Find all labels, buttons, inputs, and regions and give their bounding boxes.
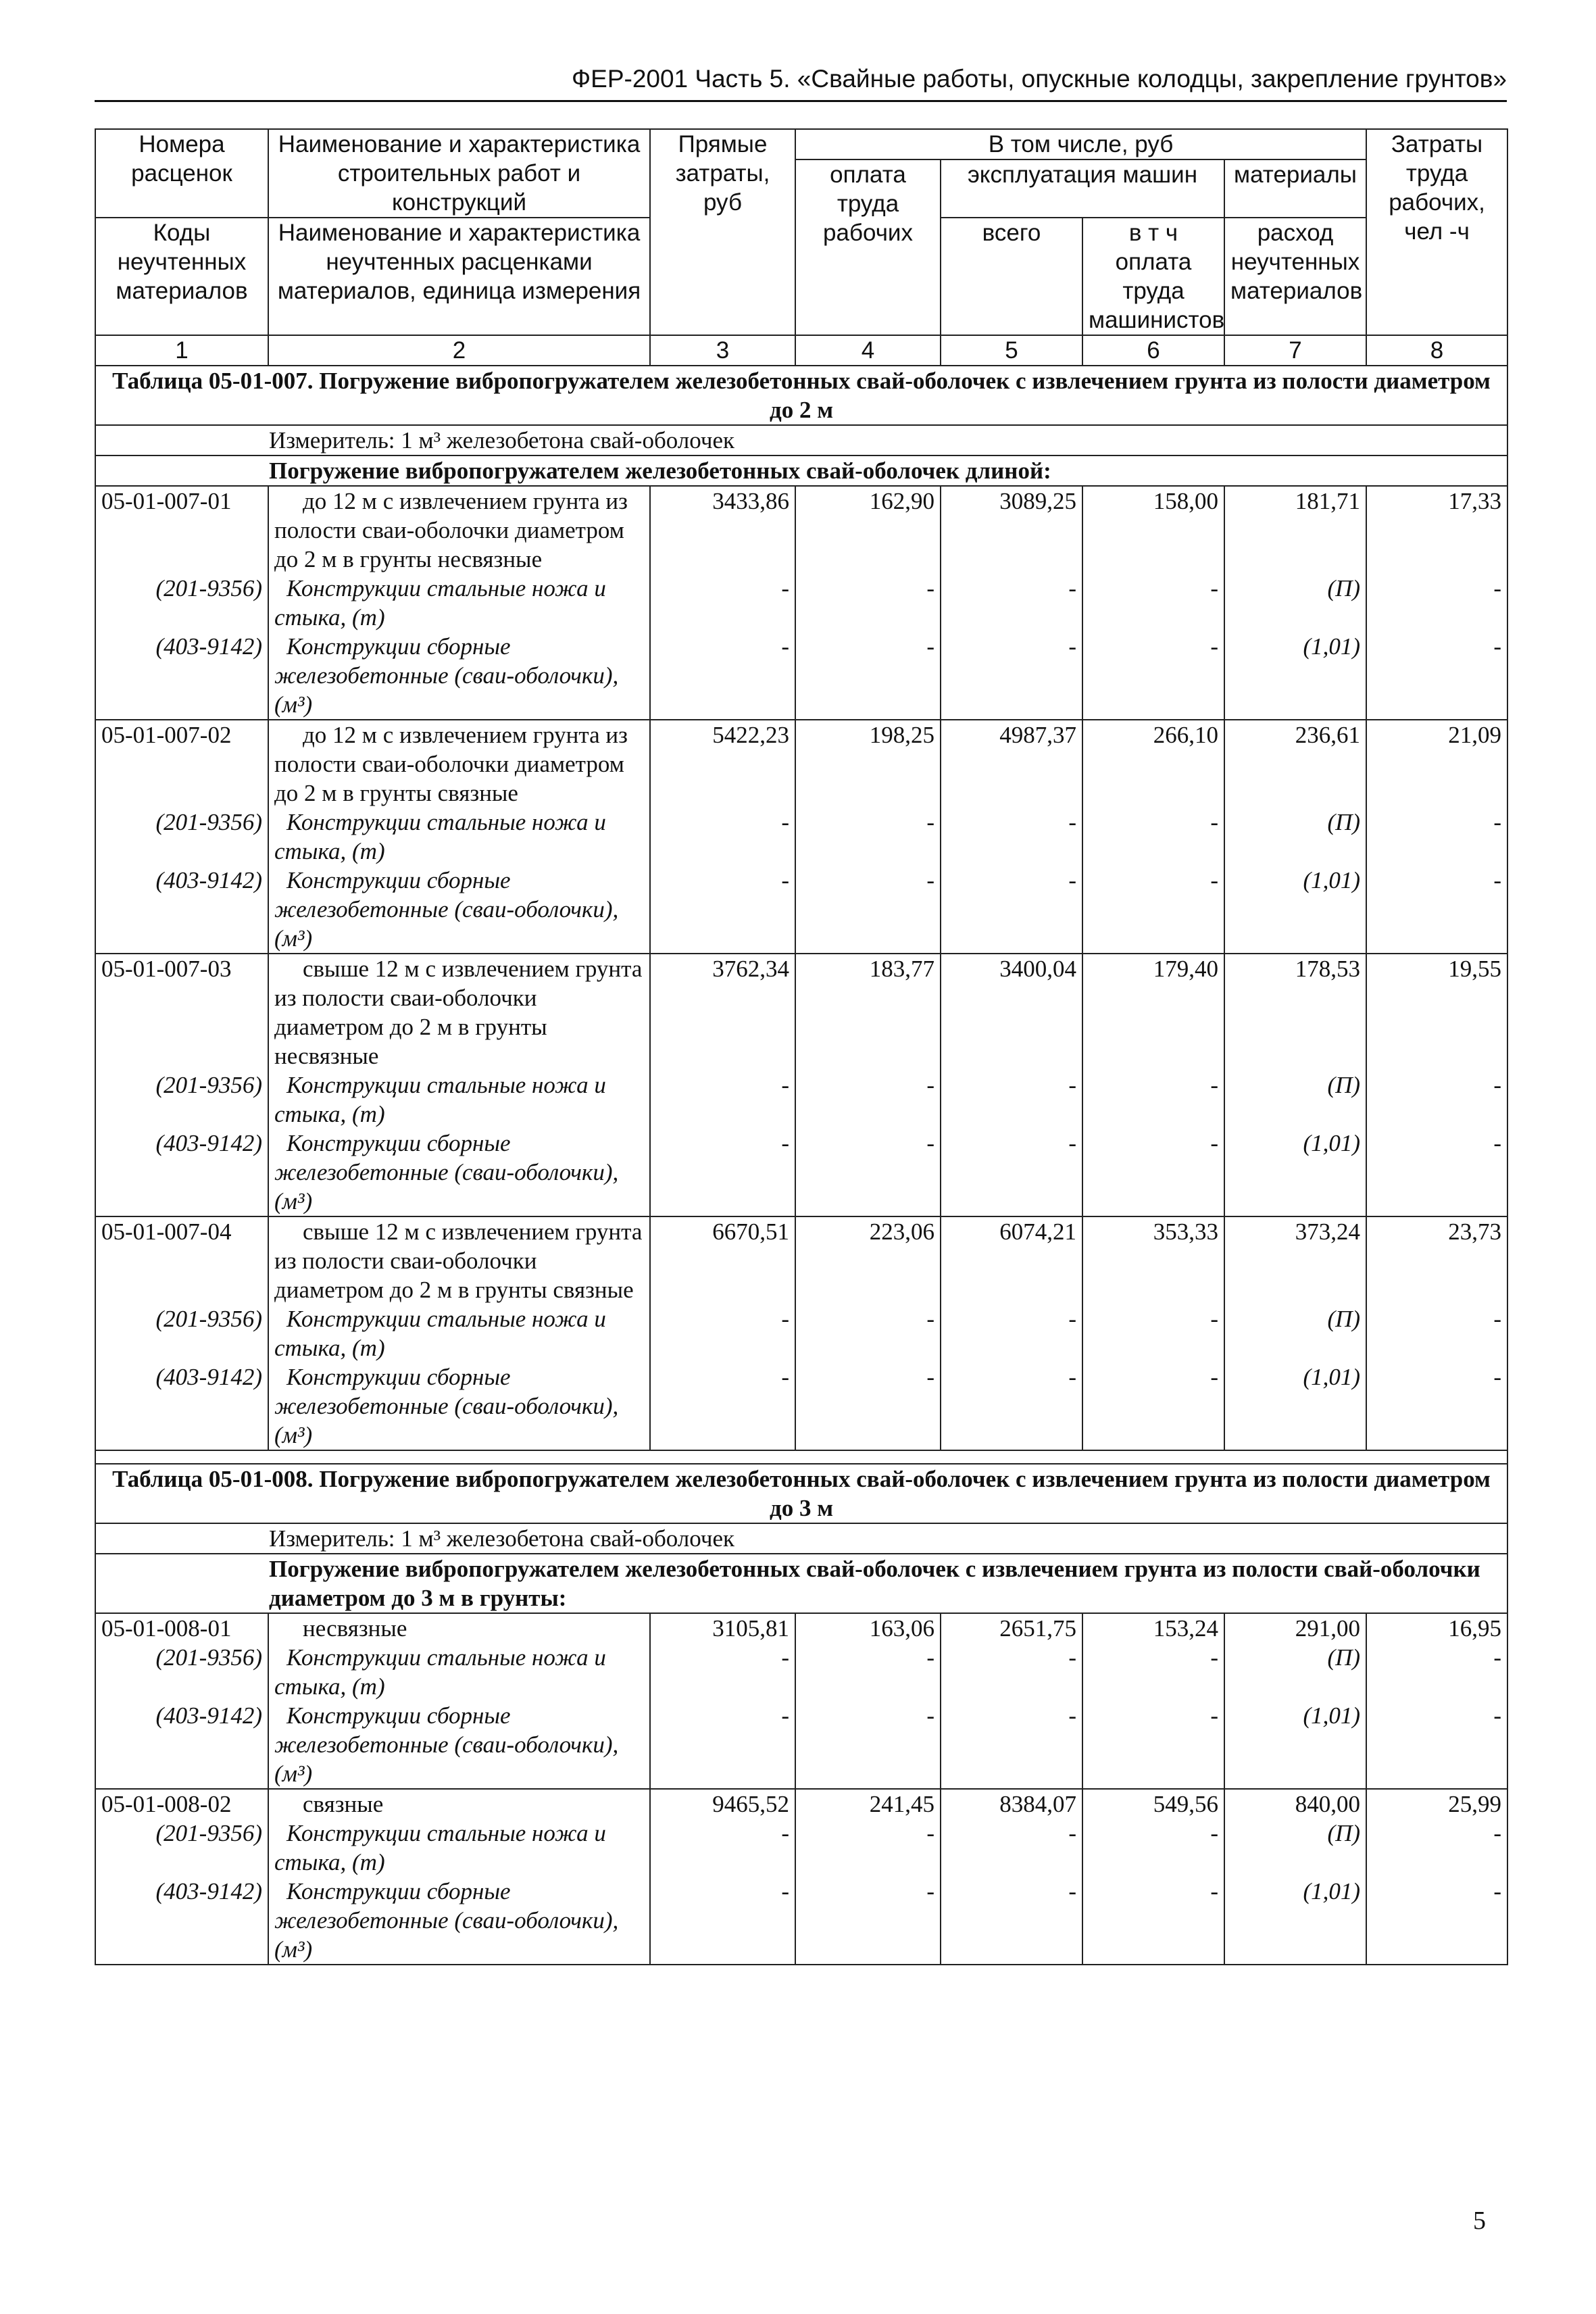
header-v-tom-chisle: В том числе, руб [795,129,1366,159]
rate-value: 223,06 [795,1216,941,1304]
material-code: (403-9142) [95,866,268,954]
rate-value: 266,10 [1082,720,1224,808]
col-number: 5 [941,335,1082,366]
material-description: Конструкции стальные ножа и стыка, (т) [268,574,650,632]
col-number: 6 [1082,335,1224,366]
material-value: - [795,574,941,632]
material-value: - [941,1643,1082,1701]
material-value: - [795,1304,941,1362]
rate-value: 181,71 [1224,486,1366,574]
material-code: (201-9356) [95,1304,268,1362]
rate-value: 163,06 [795,1613,941,1643]
rate-value: 162,90 [795,486,941,574]
material-value: - [650,1070,795,1129]
header-vsego: всего [941,218,1082,335]
rate-value: 183,77 [795,954,941,1070]
material-value: - [1082,632,1224,720]
rate-value: 8384,07 [941,1789,1082,1819]
col-number: 8 [1366,335,1507,366]
material-value: - [1082,1129,1224,1216]
material-value: (П) [1224,1304,1366,1362]
material-value: - [1366,1070,1507,1129]
table-spacer [95,1450,1507,1464]
price-table [95,128,1508,1965]
material-description: Конструкции стальные ножа и стыка, (т) [268,1643,650,1701]
material-value: - [1366,1819,1507,1877]
rate-value: 3762,34 [650,954,795,1070]
material-value: (1,01) [1224,1129,1366,1216]
material-value: - [941,1819,1082,1877]
material-description: Конструкции сборные железобетонные (сваи-оболочки), (м³) [268,1877,650,1965]
material-value: (П) [1224,808,1366,866]
material-row [95,632,1507,720]
material-value: (1,01) [1224,1362,1366,1450]
material-value: - [1082,1304,1224,1362]
rate-value: 3105,81 [650,1613,795,1643]
rate-value: 236,61 [1224,720,1366,808]
material-description: Конструкции сборные железобетонные (сваи-оболочки), (м³) [268,632,650,720]
material-row [95,1701,1507,1789]
work-description: свыше 12 м с извлечением грунта из полости сваи-оболочки диаметром до 2 м в грунты связные [268,1216,650,1304]
material-row [95,1129,1507,1216]
material-code: (201-9356) [95,1643,268,1701]
col-number: 7 [1224,335,1366,366]
work-description: несвязные [268,1613,650,1643]
rate-value: 153,24 [1082,1613,1224,1643]
rate-value: 6074,21 [941,1216,1082,1304]
header-naim-rabot: Наименование и характеристика строительных работ и конструкций [268,129,650,218]
material-value: - [1082,1877,1224,1965]
material-row [95,1877,1507,1965]
table-title: Таблица 05-01-008. Погружение вибропогружателем железобетонных свай-оболочек с извлечением грунта из полости диаметром до 3 м [95,1464,1507,1523]
material-value: (1,01) [1224,1701,1366,1789]
table-header [95,129,1507,335]
material-value: - [1082,808,1224,866]
header-materialy: материалы [1224,159,1366,218]
material-value: - [650,1643,795,1701]
material-value: - [650,574,795,632]
material-description: Конструкции стальные ножа и стыка, (т) [268,808,650,866]
column-numbers [95,335,1507,366]
material-value: - [941,1362,1082,1450]
col-number: 3 [650,335,795,366]
material-value: - [795,808,941,866]
material-value: - [941,1304,1082,1362]
material-value: - [941,632,1082,720]
material-row [95,1819,1507,1877]
header-naim-materialov: Наименование и характеристика неучтенных расценками материалов, единица измерения [268,218,650,335]
rate-value: 6670,51 [650,1216,795,1304]
col-number: 1 [95,335,268,366]
material-value: - [1366,1304,1507,1362]
material-value: - [1082,1819,1224,1877]
price-table-body [95,366,1507,1965]
material-code: (403-9142) [95,1701,268,1789]
rate-value: 353,33 [1082,1216,1224,1304]
material-value: - [1366,808,1507,866]
material-description: Конструкции сборные железобетонные (сваи-оболочки), (м³) [268,1362,650,1450]
material-value: - [1082,866,1224,954]
material-value: - [650,1304,795,1362]
material-row [95,866,1507,954]
material-value: - [1366,1643,1507,1701]
spacer-cell [95,1450,1507,1464]
material-value: - [1082,1362,1224,1450]
group-title: Погружение вибропогружателем железобетонных свай-оболочек длиной: [95,456,1507,486]
rate-value: 3089,25 [941,486,1082,574]
material-value: - [650,1819,795,1877]
group-title-row [95,1554,1507,1613]
rate-code: 05-01-008-02 [95,1789,268,1819]
material-value: - [941,574,1082,632]
material-value: - [795,1819,941,1877]
running-head: ФЕР-2001 Часть 5. «Свайные работы, опускные колодцы, закрепление грунтов» [572,65,1507,93]
work-description: до 12 м с извлечением грунта из полости сваи-оболочки диаметром до 2 м в грунты связные [268,720,650,808]
rate-code: 05-01-007-02 [95,720,268,808]
material-value: - [650,1362,795,1450]
table-title-row [95,366,1507,425]
material-value: - [795,1701,941,1789]
rate-value: 5422,23 [650,720,795,808]
material-code: (201-9356) [95,574,268,632]
material-code: (201-9356) [95,1070,268,1129]
table-row [95,954,1507,1070]
material-description: Конструкции сборные железобетонные (сваи-оболочки), (м³) [268,1129,650,1216]
material-value: - [795,1070,941,1129]
table-row [95,1789,1507,1819]
rate-value: 3433,86 [650,486,795,574]
work-description: связные [268,1789,650,1819]
material-value: - [941,1701,1082,1789]
rate-code: 05-01-007-03 [95,954,268,1070]
table-title-row [95,1464,1507,1523]
material-description: Конструкции стальные ножа и стыка, (т) [268,1819,650,1877]
material-value: - [941,808,1082,866]
rate-value: 2651,75 [941,1613,1082,1643]
material-code: (403-9142) [95,1877,268,1965]
material-description: Конструкции сборные железобетонные (сваи-оболочки), (м³) [268,1701,650,1789]
work-description: до 12 м с извлечением грунта из полости сваи-оболочки диаметром до 2 м в грунты несвязные [268,486,650,574]
header-rule [95,100,1507,102]
material-value: - [1366,1877,1507,1965]
material-value: - [941,866,1082,954]
price-sheet [95,128,1507,1965]
measure-unit: Измеритель: 1 м³ железобетона свай-оболочек [95,1523,1507,1554]
material-row [95,1304,1507,1362]
material-code: (403-9142) [95,1129,268,1216]
material-value: - [1366,1129,1507,1216]
measure-row [95,425,1507,456]
rate-value: 16,95 [1366,1613,1507,1643]
rate-value: 291,00 [1224,1613,1366,1643]
rate-value: 9465,52 [650,1789,795,1819]
material-value: - [1366,1362,1507,1450]
table-row [95,720,1507,808]
rate-value: 19,55 [1366,954,1507,1070]
table-row [95,1613,1507,1643]
table-row [95,1216,1507,1304]
material-value: - [941,1129,1082,1216]
material-value: - [1082,1643,1224,1701]
measure-unit: Измеритель: 1 м³ железобетона свай-оболочек [95,425,1507,456]
rate-code: 05-01-007-01 [95,486,268,574]
material-value: - [795,1362,941,1450]
material-value: - [795,1877,941,1965]
header-kody: Коды неучтенных материалов [95,218,268,335]
material-row [95,1643,1507,1701]
material-description: Конструкции стальные ножа и стыка, (т) [268,1070,650,1129]
material-value: - [1366,1701,1507,1789]
material-value: - [1082,574,1224,632]
work-description: свыше 12 м с извлечением грунта из полости сваи-оболочки диаметром до 2 м в грунты несвязные [268,954,650,1070]
material-value: (П) [1224,1819,1366,1877]
rate-value: 178,53 [1224,954,1366,1070]
rate-value: 3400,04 [941,954,1082,1070]
material-value: - [650,632,795,720]
rate-value: 21,09 [1366,720,1507,808]
material-row [95,1362,1507,1450]
material-description: Конструкции стальные ножа и стыка, (т) [268,1304,650,1362]
material-value: - [1366,632,1507,720]
rate-value: 179,40 [1082,954,1224,1070]
rate-value: 25,99 [1366,1789,1507,1819]
material-value: (П) [1224,1643,1366,1701]
material-code: (201-9356) [95,1819,268,1877]
material-value: - [941,1877,1082,1965]
header-vtch: в т ч оплата труда машинистов [1082,218,1224,335]
header-ekspluataciya: эксплуатация машин [941,159,1224,218]
material-value: - [1082,1070,1224,1129]
group-title-row [95,456,1507,486]
table-title: Таблица 05-01-007. Погружение вибропогружателем железобетонных свай-оболочек с извлечением грунта из полости диаметром до 2 м [95,366,1507,425]
material-value: - [650,1701,795,1789]
material-code: (403-9142) [95,632,268,720]
material-description: Конструкции сборные железобетонные (сваи-оболочки), (м³) [268,866,650,954]
material-value: - [650,866,795,954]
material-value: - [650,808,795,866]
material-value: (1,01) [1224,632,1366,720]
rate-code: 05-01-007-04 [95,1216,268,1304]
header-raskhod: расход неучтенных материалов [1224,218,1366,335]
rate-code: 05-01-008-01 [95,1613,268,1643]
header-zatraty: Затраты труда рабочих, чел -ч [1366,129,1507,335]
material-value: (П) [1224,1070,1366,1129]
col-number: 4 [795,335,941,366]
header-oplata: оплата труда рабочих [795,159,941,335]
group-title: Погружение вибропогружателем железобетонных свай-оболочек с извлечением грунта из полости свай-оболочки диаметром до 3 м в грунты: [95,1554,1507,1613]
header-nomera: Номера расценок [95,129,268,218]
rate-value: 158,00 [1082,486,1224,574]
material-value: (П) [1224,574,1366,632]
material-row [95,574,1507,632]
rate-value: 23,73 [1366,1216,1507,1304]
header-pryamye: Прямые затраты, руб [650,129,795,335]
material-value: - [941,1070,1082,1129]
material-value: (1,01) [1224,866,1366,954]
material-value: (1,01) [1224,1877,1366,1965]
material-value: - [1366,866,1507,954]
material-code: (201-9356) [95,808,268,866]
material-value: - [1366,574,1507,632]
table-row [95,486,1507,574]
measure-row [95,1523,1507,1554]
rate-value: 241,45 [795,1789,941,1819]
page-number: 5 [1473,2207,1486,2235]
material-value: - [795,1643,941,1701]
material-row [95,808,1507,866]
rate-value: 198,25 [795,720,941,808]
material-row [95,1070,1507,1129]
rate-value: 549,56 [1082,1789,1224,1819]
material-value: - [795,1129,941,1216]
rate-value: 17,33 [1366,486,1507,574]
material-value: - [650,1129,795,1216]
material-value: - [795,632,941,720]
rate-value: 373,24 [1224,1216,1366,1304]
col-number: 2 [268,335,650,366]
rate-value: 4987,37 [941,720,1082,808]
material-value: - [1082,1701,1224,1789]
material-code: (403-9142) [95,1362,268,1450]
material-value: - [795,866,941,954]
material-value: - [650,1877,795,1965]
rate-value: 840,00 [1224,1789,1366,1819]
